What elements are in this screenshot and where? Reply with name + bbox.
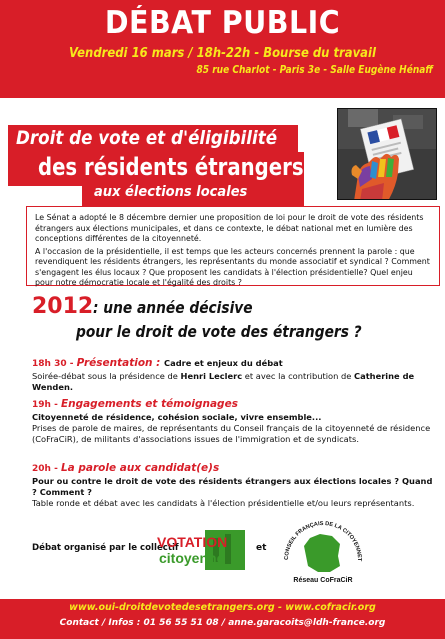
organizer-and: et (256, 543, 267, 553)
event-date: Vendredi 16 mars / 18h-22h - Bourse du travail (69, 45, 376, 61)
title-line-2-text: des résidents étrangers (38, 153, 304, 181)
section-engagements-title: Engagements et témoignages (60, 398, 238, 410)
speaker-henri-leclerc: Henri Leclerc (180, 370, 243, 381)
votation-citoyenne-logo[interactable] (155, 528, 247, 572)
section-engagements-time: 19h - (32, 400, 61, 410)
intro-paragraph-1: Le Sénat a adopté le 8 décembre dernier une proposition de loi pour le droit de vote des résidents étrangers aux élections municipales, et dans ce contexte, le débat national met en lumière des conceptions différentes de la citoyenneté. (35, 213, 424, 243)
section-presentation-text (32, 371, 437, 393)
cofracir-logo[interactable] (274, 516, 372, 588)
title-line-3-text: aux élections locales (94, 184, 248, 200)
footer-websites[interactable]: www.oui-droitdevotedesetrangers.org - www.cofracir.org (69, 602, 376, 613)
section-candidates-subtitle: Pour ou contre le droit de vote des résidents étrangers aux élections locales ? Quand ? Comment ? (32, 475, 433, 497)
section-candidates (32, 462, 437, 509)
cofracir-logo-bottom: Réseau CoFraCiR (293, 577, 353, 584)
event-address (0, 64, 445, 76)
votation-logo-graphic (155, 528, 247, 572)
event-title: DÉBAT PUBLIC (104, 5, 341, 41)
cofracir-logo-graphic (274, 516, 372, 588)
speaker-catherine-de-wenden: Catherine de Wenden. (32, 370, 415, 392)
event-address-text: 85 rue Charlot - Paris 3e - Salle Eugène Hénaff (196, 64, 433, 76)
section-engagements-head (32, 398, 437, 412)
ballot-hand-illustration (338, 109, 437, 200)
section-candidates-head (32, 462, 437, 476)
footer-contact[interactable]: Contact / Infos : 01 56 55 51 08 / anne.garacoits@ldh-france.org (59, 618, 386, 628)
intro-paragraph-2: A l'occasion de la présidentielle, il est temps que les acteurs concernés prennent la parole : que revendiquent les résidents étrangers, les représentants du monde associatif et syndical ? Comment s'engagent les élus locaux ? Que proposent les candidats à l'élection présidentielle? Quel enjeu pour notre démocratie locale et l'égalité des droits ? (35, 246, 430, 287)
organizer-label: Débat organisé par le collectif (32, 543, 179, 553)
section-candidates-time: 20h - (32, 464, 61, 474)
header-band (0, 0, 445, 98)
ballot-hand-photo (337, 108, 437, 200)
headline-line-1-text: : une année décisive (93, 298, 253, 317)
section-engagements (32, 398, 437, 445)
section-presentation-title: Présentation : (76, 357, 165, 369)
section-presentation-time: 18h 30 - (32, 359, 77, 369)
section-engagements-subtitle: Citoyenneté de résidence, cohésion sociale, vivre ensemble... (32, 411, 322, 422)
intro-box (26, 206, 440, 286)
title-line-3 (82, 182, 304, 206)
votation-logo-top: VOTATION (157, 534, 228, 550)
headline-line-1 (32, 294, 279, 319)
cofracir-ring-text: CONSEIL FRANÇAIS DE LA CITOYENNET (283, 520, 363, 562)
title-line-1 (8, 125, 298, 155)
section-candidates-title: La parole aux candidat(e)s (60, 462, 220, 474)
title-line-2 (8, 152, 304, 186)
title-line-1-text: Droit de vote et d'éligibilité (16, 127, 278, 149)
section-presentation-text-a: Soirée-débat sous la présidence de (32, 370, 181, 381)
section-presentation (32, 357, 437, 393)
section-presentation-subtitle: Cadre et enjeux du débat (164, 358, 283, 368)
headline-line-2: pour le droit de vote des étrangers ? (76, 322, 362, 341)
footer-band (0, 599, 445, 639)
section-presentation-text-b: et avec la contribution de (242, 370, 355, 381)
section-engagements-text: Prises de parole de maires, de représentants du Conseil français de la citoyenneté de résidence (CoFraCiR), de militants d'associations issues de l'immigration et de syndicats. (32, 423, 431, 445)
votation-logo-bottom: citoyenne (159, 550, 225, 566)
headline-year: 2012 (32, 294, 94, 319)
section-presentation-head (32, 357, 437, 371)
section-candidates-text: Table ronde et débat avec les candidats à l'élection présidentielle et/ou leurs représentants. (32, 498, 415, 509)
